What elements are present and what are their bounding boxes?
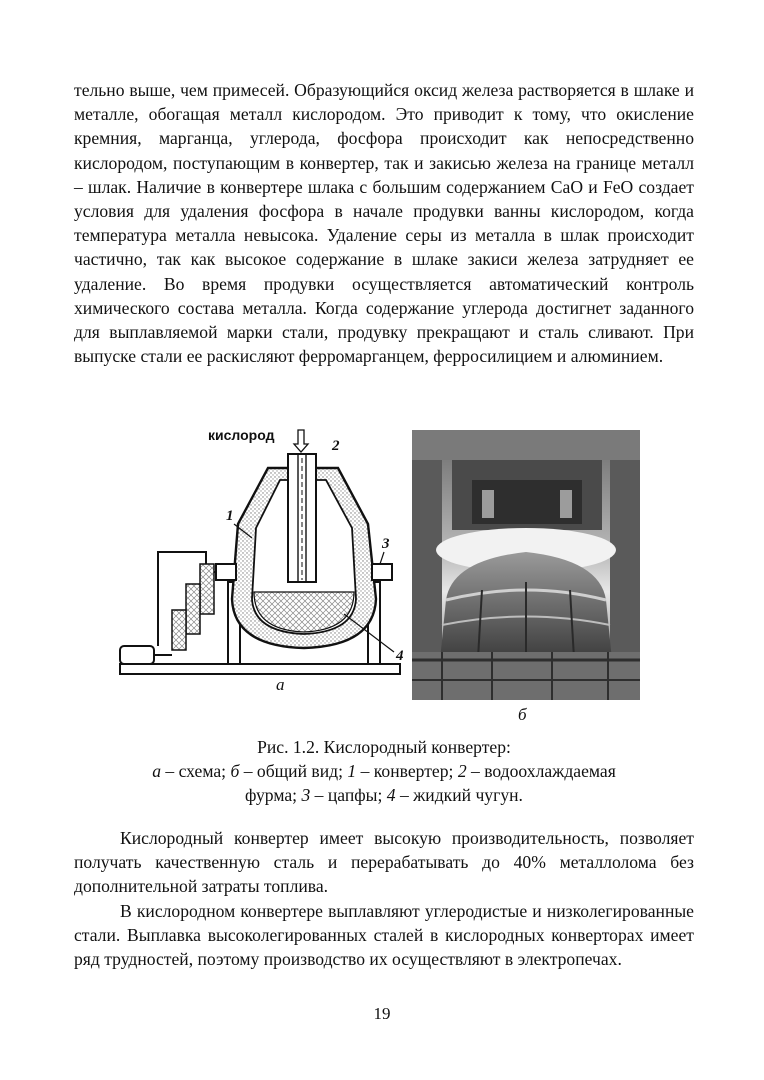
motor <box>120 646 154 664</box>
gear-2 <box>186 584 200 634</box>
caption-title: Рис. 1.2. Кислородный конвертер: <box>257 737 511 757</box>
paragraph-1: тельно выше, чем примесей. Образующийся оксид железа растворяется в шлаке и металле, обогащая металл кислородом. Это приводит к тому, что окисление кремния, марганца, углерода, фосфора происходит как непосредственно кислородом, поступающим в конвертер, так и закисью железа на границе металл – шлак. Наличие в конвертере шлака с большим содержанием CaO и FeO создает условия для удаления фосфора в начале продувки ванны кислородом, когда температура металла невысока. Удаление серы из металла в шлак происходит частично, так как высокое содержание в шлаке закиси железа затрудняет ее удаление. Во время продувки осуществляется автоматический контроль химического состава металла. Когда содержание углерода достигнет заданного для выплавляемой марки стали, продувку прекращают и сталь сливают. При выпуске стали ее раскисляют ферромарганцем, ферросилицием и алюминием. <box>74 80 694 367</box>
converter-photo <box>412 430 640 700</box>
base-plate <box>120 664 400 674</box>
trunnion-left <box>216 564 236 580</box>
gear-1 <box>200 564 214 614</box>
paragraph-3: В кислородном конвертере выплавляют углеродистые и низколегированные стали. Выплавка высоколегированных сталей в кислородных конверторах имеет ряд трудностей, поэтому производство их осуществляют в электропечах. <box>74 901 694 970</box>
label-4: 4 <box>396 648 404 664</box>
figure-caption <box>74 735 694 807</box>
subfigure-a-label: а <box>276 675 285 694</box>
converter-scheme <box>110 424 410 696</box>
oxygen-label: кислород <box>208 427 275 443</box>
trunnion-right <box>372 564 392 580</box>
caption-line-3: фурма; 3 – цапфы; 4 – жидкий чугун. <box>245 785 523 805</box>
oxygen-arrow <box>294 430 308 452</box>
label-3: 3 <box>382 536 390 552</box>
label-2: 2 <box>332 438 340 454</box>
subfigure-b-label: б <box>518 705 527 724</box>
caption-line-2: а – схема; б – общий вид; 1 – конвертер; 2 – водоохлаждаемая <box>152 761 616 781</box>
label-1: 1 <box>226 508 234 524</box>
gear-3 <box>172 610 186 650</box>
paragraph-2: Кислородный конвертер имеет высокую производительность, позволяет получать качественную сталь и перерабатывать до 40% металлолома без дополнительной затраты топлива. <box>74 828 694 897</box>
page-number: 19 <box>373 1004 391 1023</box>
